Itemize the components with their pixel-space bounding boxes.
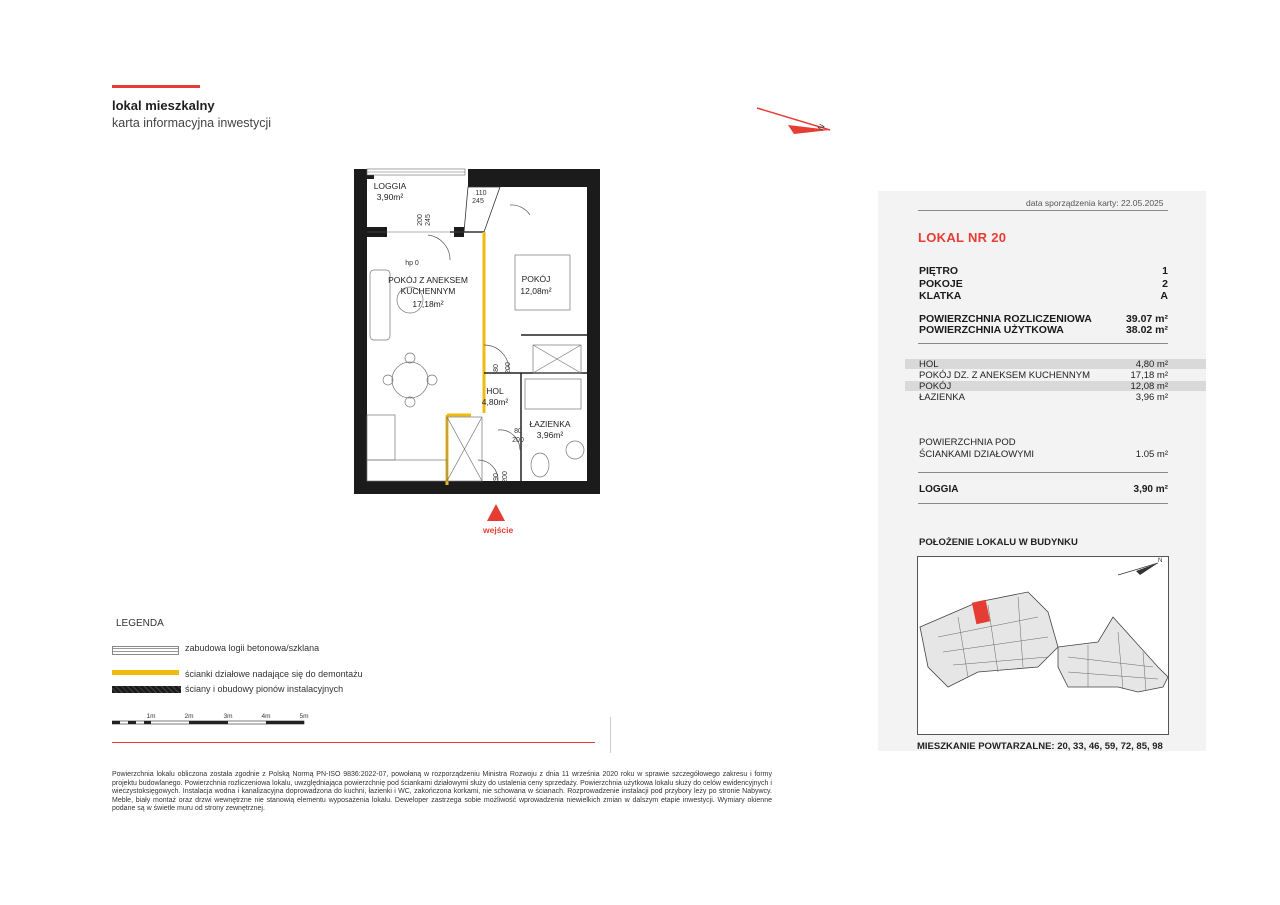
partition-label-1: POWIERZCHNIA POD	[919, 437, 1016, 448]
room-value-hol: 4,80 m²	[1135, 359, 1168, 370]
room-hall-name: HOL	[486, 386, 504, 396]
room-label-bath: ŁAZIENKA	[919, 392, 965, 403]
card-date: data sporządzenia karty: 22.05.2025	[1026, 198, 1164, 208]
room-label-living: POKÓJ DZ. Z ANEKSEM KUCHENNYM	[919, 370, 1091, 381]
info-label-rooms: POKOJE	[919, 278, 963, 290]
room-label-pokoj: POKÓJ	[919, 381, 952, 392]
room-bathroom-area: 3,96m²	[536, 430, 564, 440]
loggia-label: LOGGIA	[919, 484, 959, 495]
legend-swatch-removable	[112, 670, 179, 675]
room-bathroom-name: ŁAZIENKA	[529, 419, 571, 429]
scale-bar	[112, 706, 312, 730]
entry-arrow-icon	[487, 504, 505, 521]
site-north-label: N	[1158, 558, 1163, 564]
scale-1m: 1m	[146, 713, 156, 720]
room-living-name-1: POKÓJ Z ANEKSEM	[388, 275, 468, 285]
dim-245a: 245	[472, 198, 484, 205]
legend-swatch-walls	[112, 686, 181, 693]
info-label-floor: PIĘTRO	[919, 265, 959, 277]
room-loggia-area: 3,90m²	[376, 192, 404, 202]
dim-200d: 200	[502, 471, 509, 483]
area-label-usable: POWIERZCHNIA UŻYTKOWA	[919, 324, 1064, 336]
room-hall-area: 4,80m²	[481, 397, 509, 407]
area-value-billing: 39.07 m²	[1125, 313, 1168, 325]
room-living-name-2: KUCHENNYM	[400, 286, 456, 296]
room-bedroom-name: POKÓJ	[521, 274, 551, 284]
north-label: N	[815, 122, 827, 132]
loggia-value: 3,90 m²	[1133, 484, 1168, 495]
building-site-plan	[917, 556, 1169, 735]
position-title: POŁOŻENIE LOKALU W BUDYNKU	[919, 537, 1078, 548]
dim-80b: 80	[514, 428, 522, 435]
legend-item-removable: ścianki działowe nadające się do demontażu	[185, 669, 363, 679]
info-value-stairwell: A	[1160, 290, 1168, 302]
info-label-stairwell: KLATKA	[919, 290, 962, 302]
scale-3m: 3m	[223, 713, 233, 720]
partition-value: 1.05 m²	[1135, 449, 1168, 460]
dim-200b: 200	[505, 362, 512, 374]
room-loggia-name: LOGGIA	[373, 181, 407, 191]
dim-80a: 80	[493, 364, 500, 372]
floor-plan	[350, 165, 600, 540]
room-value-living: 17,18 m²	[1130, 370, 1168, 381]
repeat-apartments: MIESZKANIE POWTARZALNE: 20, 33, 46, 59, 72, 85, 98	[917, 741, 1163, 752]
area-label-billing: POWIERZCHNIA ROZLICZENIOWA	[919, 313, 1092, 325]
legend-vertical-divider	[610, 717, 611, 753]
room-value-pokoj: 12,08 m²	[1130, 381, 1168, 392]
info-value-floor: 1	[1162, 265, 1168, 277]
legend-item-loggia: zabudowa logii betonowa/szklana	[185, 643, 320, 653]
legend-divider	[112, 742, 595, 743]
header-accent-bar	[112, 85, 200, 88]
room-value-bath: 3,96 m²	[1135, 392, 1168, 403]
room-living-area: 17,18m²	[412, 299, 444, 309]
dim-90: 90	[493, 473, 500, 481]
site-plan-drawing	[918, 557, 1168, 734]
room-label-hol: HOL	[919, 359, 939, 370]
north-arrow-icon	[750, 100, 840, 145]
dim-hp: hp 0	[405, 260, 419, 267]
scale-2m: 2m	[184, 713, 194, 720]
card-divider-top	[918, 210, 1168, 211]
area-value-usable: 38.02 m²	[1125, 324, 1168, 336]
room-bedroom-area: 12,08m²	[520, 286, 552, 296]
dim-200: 200	[417, 214, 424, 226]
dim-245b: 245	[425, 214, 432, 226]
dim-200c: 200	[512, 437, 524, 444]
card-divider-bottom	[918, 503, 1168, 504]
disclaimer-text: Powierzchnia lokalu obliczona została zgodnie z Polską Normą PN-ISO 9836:2022-07, powołaną w rozporządzeniu Ministra Rozwoju z dnia 11 września 2020 roku w sprawie szczegółowego zakresu i formy projektu budowlanego. Powierzchnia rozliczeniowa lokalu, uwzględniająca powierzchnię pod ściankami działowymi służy do ustalenia ceny sprzedaży. Powierzchnia użytkowa lokalu służy do celów ewidencyjnych i wieczystoksięgowych. Instalacja wodna i kanalizacyjna doprowadzona do kuchni, łazienki i WC, zakończona korkami, nie schowana w ścianach. Rozprowadzenie instalacji pod przybory leży po stronie Nabywcy. Meble, biały montaż oraz drzwi wewnętrzne nie stanowią elementu wyposażenia lokalu. Deweloper zastrzega sobie możliwość wprowadzenia niewielkich zmian w dalszym etapie inwestycji. Wymiary okienne podane są w świetle muru od strony zewnętrznej.	[112, 771, 772, 813]
card-divider-loggia	[918, 472, 1168, 473]
card-divider-mid	[918, 343, 1168, 344]
dim-110: 110	[475, 190, 487, 197]
page-title: lokal mieszkalny	[112, 98, 215, 113]
lokal-number: LOKAL NR 20	[918, 230, 1007, 245]
info-value-rooms: 2	[1162, 278, 1168, 290]
entry-label: wejście	[483, 525, 514, 535]
legend-title: LEGENDA	[116, 618, 164, 629]
legend-item-walls: ściany i obudowy pionów instalacyjnych	[185, 684, 344, 694]
page-subtitle: karta informacyjna inwestycji	[112, 116, 272, 130]
scale-5m: 5m	[299, 713, 309, 720]
partition-label-2: ŚCIANKAMI DZIAŁOWYMI	[919, 449, 1035, 460]
scale-4m: 4m	[261, 713, 271, 720]
legend-swatch-loggia	[112, 646, 179, 655]
